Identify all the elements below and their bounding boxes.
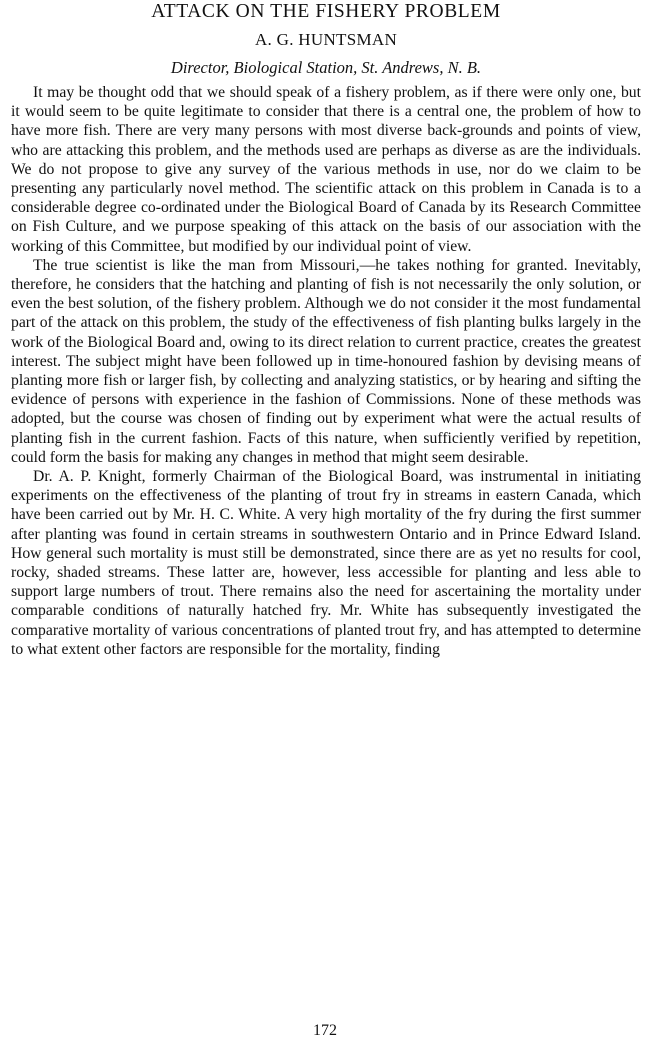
author-initials: A. G. H [254, 30, 311, 49]
body-paragraph-3: Dr. A. P. Knight, formerly Chairman of the Biological Board, was instrumental in initiating experiments on the effectiveness of the planting of trout fry in streams in eastern Canada, which have been carried out by Mr. H. C. White. A very high mortality of the fry during the first summer after planting was found in certain streams in southwestern Ontario and in Prince Edward Island. How general such mortality is must still be demonstrated, since there are as yet no results for cool, rocky, shaded streams. These latter are, however, less accessible for planting and less able to support large numbers of trout. There remains also the need for ascertaining the mortality under comparable conditions of naturally hatched fry. Mr. White has subsequently investigated the comparative mortality of various concentrations of planted trout fry, and has attempted to determine to what extent other factors are responsible for the mortality, finding [11, 468, 641, 658]
body-paragraph-2: The true scientist is like the man from Missouri,—he takes nothing for granted. Inevitably, therefore, he considers that the hatching and planting of fish is not necessarily the only solution, or even the best solution, of the fishery problem. Although we do not consider it the most fundamental part of the attack on this problem, the study of the effectiveness of fish planting bulks largely in the work of the Biological Board and, owing to its direct relation to current practice, creates the greatest interest. The subject might have been followed up in time-honoured fashion by devising means of planting more fish or larger fish, by collecting and analyzing statistics, or by hearing and sifting the evidence of persons with experience in the fashion of Commissions. None of these methods was adopted, but the course was chosen of finding out by experiment what were the actual results of planting fish in the current fashion. Facts of this nature, when sufficiently verified by repetition, could form the basis for making any changes in method that might seem desirable. [11, 256, 641, 466]
page-number: 172 [313, 1022, 337, 1039]
author-surname: UNTSMAN [310, 30, 398, 49]
article-title: ATTACK ON THE FISHERY PROBLEM [151, 1, 501, 22]
author-affiliation: Director, Biological Station, St. Andrews, N. B. [170, 58, 482, 77]
author-byline [11, 30, 641, 50]
article-body [11, 83, 641, 659]
body-paragraph-1: It may be thought odd that we should speak of a fishery problem, as if there were only one, but it would seem to be quite legitimate to consider that there is a central one, the problem of how to have more fish. There are very many persons with most diverse back-grounds and points of view, who are attacking this problem, and the methods used are perhaps as diverse as are the individuals. We do not propose to give any survey of the various methods in use, nor do we claim to be presenting any particularly novel method. The scientific attack on this problem in Canada is to a considerable degree co-ordinated under the Biological Board of Canada by its Research Committee on Fish Culture, and we purpose speaking of this attack on the basis of our association with the working of this Committee, but modified by our individual point of view. [11, 84, 641, 255]
